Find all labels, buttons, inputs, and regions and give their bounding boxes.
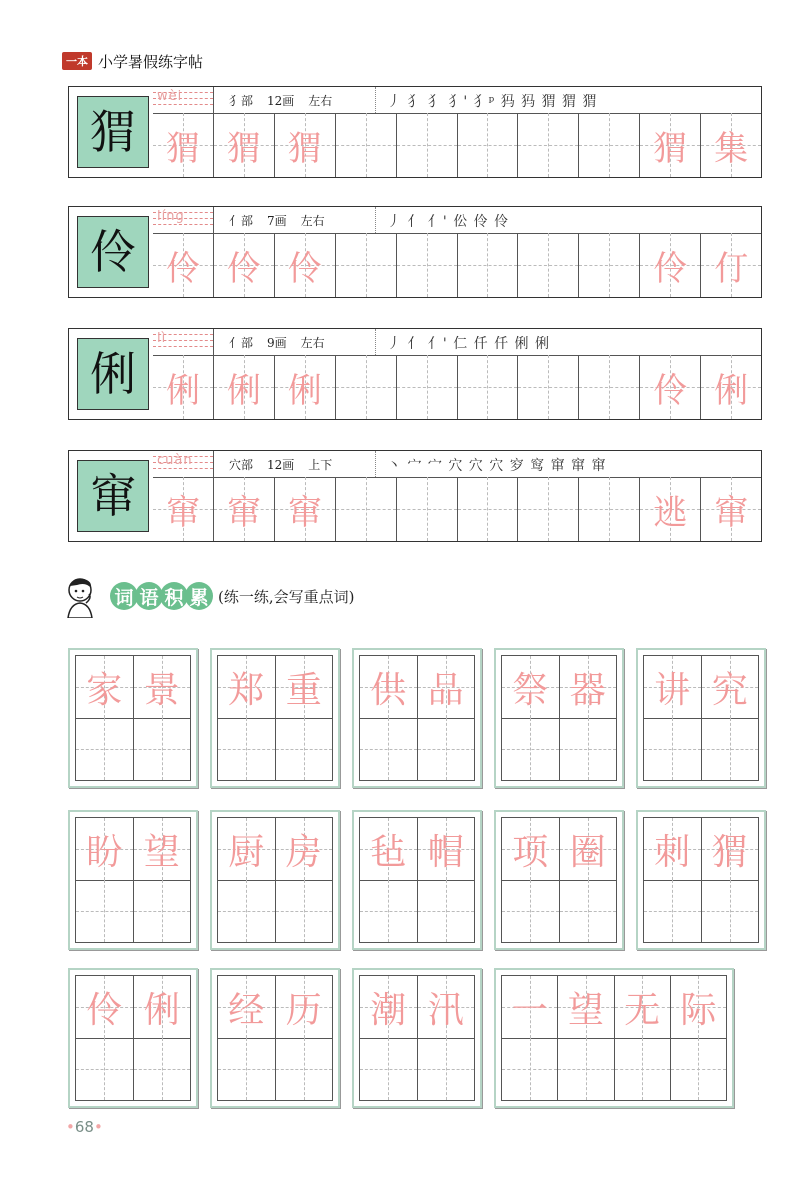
- practice-cell[interactable]: [336, 233, 397, 297]
- stroke-count: 9画: [267, 336, 287, 350]
- model-char-box: [77, 216, 149, 288]
- pinyin: líng: [157, 209, 185, 224]
- model-char: 猬: [90, 105, 136, 159]
- practice-cell[interactable]: [640, 113, 701, 177]
- vocab-char: 猬: [711, 831, 748, 873]
- practice-cell[interactable]: [458, 113, 519, 177]
- vocab-char: 一: [511, 989, 548, 1031]
- trace-char: 俐: [714, 370, 749, 411]
- trace-char: [518, 477, 578, 541]
- trace-char: [458, 233, 518, 297]
- vocab-char: 伶: [86, 989, 123, 1031]
- vocab-char: 毡: [370, 831, 407, 873]
- char-practice-row: [68, 328, 762, 420]
- trace-char: 伶: [165, 248, 200, 289]
- trace-char: 逃: [653, 492, 688, 533]
- practice-cell[interactable]: [275, 477, 336, 541]
- practice-cell[interactable]: [214, 355, 275, 419]
- practice-cell[interactable]: [397, 113, 458, 177]
- trace-char: 俐: [226, 370, 261, 411]
- vocab-char: 俐: [143, 989, 180, 1031]
- vocab-cell[interactable]: [218, 976, 276, 1100]
- trace-char: [458, 113, 518, 177]
- vocab-cell[interactable]: [560, 818, 617, 942]
- trace-char: 伶: [653, 248, 688, 289]
- vocab-title-char: 词: [110, 582, 138, 610]
- vocab-cell[interactable]: [702, 818, 759, 942]
- char-meta: [229, 456, 346, 473]
- practice-cell[interactable]: [336, 113, 397, 177]
- vocab-cell[interactable]: [671, 976, 726, 1100]
- pinyin: wèi: [157, 89, 183, 104]
- practice-cell[interactable]: [275, 233, 336, 297]
- model-char: 伶: [90, 225, 136, 279]
- trace-char: [579, 233, 639, 297]
- trace-char: [397, 477, 457, 541]
- stroke-count: 12画: [267, 458, 295, 472]
- model-char: 窜: [90, 469, 136, 523]
- vocab-cell[interactable]: [134, 976, 191, 1100]
- practice-cell[interactable]: [214, 477, 275, 541]
- book-title: 小学暑假练字帖: [98, 52, 204, 71]
- trace-char: [458, 477, 518, 541]
- trace-char: [579, 477, 639, 541]
- vocab-word-box: [494, 648, 624, 788]
- trace-char: 伶: [287, 248, 322, 289]
- practice-grid: [153, 113, 761, 177]
- vocab-cell[interactable]: [76, 818, 134, 942]
- practice-cell[interactable]: [214, 233, 275, 297]
- vocab-char: 项: [512, 831, 549, 873]
- practice-cell[interactable]: [518, 477, 579, 541]
- practice-cell[interactable]: [275, 355, 336, 419]
- vocab-title-char: 累: [185, 582, 213, 610]
- vocab-char: 品: [427, 669, 464, 711]
- vocab-word-box: [68, 810, 198, 950]
- vocab-cell[interactable]: [76, 656, 134, 780]
- practice-cell[interactable]: [701, 477, 761, 541]
- vocab-title: [110, 582, 210, 610]
- trace-char: [397, 233, 457, 297]
- page-header: [62, 50, 203, 72]
- vocab-char: 郑: [228, 669, 265, 711]
- practice-cell[interactable]: [397, 233, 458, 297]
- practice-grid: [153, 355, 761, 419]
- vocab-cell[interactable]: [502, 818, 560, 942]
- vocab-word-box: [636, 810, 766, 950]
- char-practice-row: [68, 86, 762, 178]
- practice-cell[interactable]: [701, 113, 761, 177]
- vocab-heading: [62, 574, 354, 618]
- char-meta: [229, 92, 346, 109]
- vocab-char: 厨: [228, 831, 265, 873]
- vocab-char: 刺: [654, 831, 691, 873]
- model-char-box: [77, 96, 149, 168]
- practice-cell[interactable]: [458, 477, 519, 541]
- trace-char: 窜: [226, 492, 261, 533]
- practice-cell[interactable]: [153, 477, 214, 541]
- vocab-word-box: [352, 648, 482, 788]
- char-info-strip: [153, 451, 761, 478]
- vocab-cell[interactable]: [276, 656, 333, 780]
- char-info-strip: [153, 207, 761, 234]
- vocab-cell[interactable]: [218, 656, 276, 780]
- structure: 左右: [308, 94, 333, 108]
- vocab-cell[interactable]: [644, 656, 702, 780]
- practice-cell[interactable]: [701, 355, 761, 419]
- vocab-title-char: 积: [160, 582, 188, 610]
- vocab-char: 重: [285, 669, 322, 711]
- trace-char: 窜: [714, 492, 749, 533]
- vocab-note: (练一练,会写重点词): [218, 587, 355, 606]
- vocab-cell[interactable]: [558, 976, 614, 1100]
- vocab-char: 祭: [512, 669, 549, 711]
- pinyin: cuàn: [157, 453, 193, 468]
- vocab-char: 帽: [427, 831, 464, 873]
- vocab-cell[interactable]: [502, 976, 558, 1100]
- practice-cell[interactable]: [640, 233, 701, 297]
- vocab-char: 际: [680, 989, 717, 1031]
- practice-cell[interactable]: [579, 477, 640, 541]
- trace-char: 俐: [165, 370, 200, 411]
- vocab-cell[interactable]: [360, 818, 418, 942]
- vocab-cell[interactable]: [76, 976, 134, 1100]
- pinyin: lì: [157, 331, 167, 346]
- vocab-cell[interactable]: [644, 818, 702, 942]
- vocab-cell[interactable]: [134, 656, 191, 780]
- vocab-char: 无: [624, 989, 661, 1031]
- practice-cell[interactable]: [275, 113, 336, 177]
- pinyin-cell: [153, 329, 214, 355]
- vocab-char: 供: [370, 669, 407, 711]
- trace-char: 窜: [165, 492, 200, 533]
- trace-char: 猬: [653, 128, 688, 169]
- vocab-char: 景: [143, 669, 180, 711]
- practice-cell[interactable]: [336, 477, 397, 541]
- vocab-cell[interactable]: [418, 976, 475, 1100]
- trace-char: 伶: [653, 370, 688, 411]
- vocab-char: 历: [285, 989, 322, 1031]
- trace-char: [336, 477, 396, 541]
- practice-cell[interactable]: [579, 113, 640, 177]
- practice-cell[interactable]: [153, 355, 214, 419]
- pinyin-cell: [153, 207, 214, 233]
- char-meta: [229, 334, 339, 351]
- practice-cell[interactable]: [579, 233, 640, 297]
- stroke-order: 丿 亻 亻' 伀 伶 伶: [387, 214, 510, 230]
- pinyin-cell: [153, 451, 214, 477]
- trace-char: [518, 113, 578, 177]
- vocab-char: 器: [569, 669, 606, 711]
- practice-cell[interactable]: [701, 233, 761, 297]
- vocab-char: 盼: [86, 831, 123, 873]
- vocab-word-box: [636, 648, 766, 788]
- trace-char: [579, 113, 639, 177]
- trace-char: [336, 233, 396, 297]
- char-info-strip: [153, 329, 761, 356]
- vocab-word-box: [210, 968, 340, 1108]
- vocab-cell[interactable]: [702, 656, 759, 780]
- vocab-cell[interactable]: [134, 818, 191, 942]
- char-practice-row: [68, 450, 762, 542]
- vocab-cell[interactable]: [418, 818, 475, 942]
- structure: 左右: [300, 214, 325, 228]
- radical: 犭部: [229, 94, 254, 108]
- trace-char: [518, 233, 578, 297]
- vocab-word-box: [210, 648, 340, 788]
- vocab-char: 汛: [427, 989, 464, 1031]
- vocab-char: 望: [567, 989, 604, 1031]
- vocab-cell[interactable]: [276, 818, 333, 942]
- radical: 亻部: [229, 214, 254, 228]
- vocab-char: 究: [711, 669, 748, 711]
- boy-thinking-icon: [62, 574, 108, 618]
- page-number-text: 68: [74, 1118, 94, 1136]
- vocab-char: 房: [285, 831, 322, 873]
- vocab-cell[interactable]: [615, 976, 671, 1100]
- radical: 穴部: [229, 458, 254, 472]
- stroke-order: 丿 犭 犭 犭' 犭ᵖ 犸 犸 猬 猬 猬: [387, 94, 598, 110]
- trace-char: 俐: [287, 370, 322, 411]
- model-char-box: [77, 460, 149, 532]
- trace-char: 猬: [226, 128, 261, 169]
- radical: 亻部: [229, 336, 254, 350]
- trace-char: 仃: [714, 248, 749, 289]
- trace-char: [458, 355, 518, 419]
- model-char: 俐: [90, 347, 136, 401]
- page-number: •68•: [66, 1118, 103, 1136]
- stroke-order: 丶 宀 宀 穴 穴 穴 穸 窎 窜 窜 窜: [387, 458, 607, 474]
- structure: 上下: [308, 458, 333, 472]
- vocab-word-box: [68, 968, 198, 1108]
- vocab-word-box: [352, 968, 482, 1108]
- vocab-word-box: [352, 810, 482, 950]
- vocab-word-box: [494, 968, 734, 1108]
- practice-cell[interactable]: [518, 233, 579, 297]
- vocab-char: 讲: [654, 669, 691, 711]
- vocab-cell[interactable]: [218, 818, 276, 942]
- trace-char: 猬: [165, 128, 200, 169]
- stroke-order: 丿 亻 亻' 仁 仟 仟 俐 俐: [387, 336, 550, 352]
- trace-char: 窜: [287, 492, 322, 533]
- trace-char: 猬: [287, 128, 322, 169]
- vocab-char: 经: [228, 989, 265, 1031]
- brand-badge: 一本: [62, 52, 92, 70]
- stroke-count: 7画: [267, 214, 287, 228]
- vocab-cell[interactable]: [502, 656, 560, 780]
- practice-cell[interactable]: [640, 355, 701, 419]
- practice-cell[interactable]: [579, 355, 640, 419]
- practice-cell[interactable]: [518, 355, 579, 419]
- trace-char: [397, 113, 457, 177]
- vocab-cell[interactable]: [276, 976, 333, 1100]
- practice-grid: [153, 233, 761, 297]
- vocab-cell[interactable]: [360, 656, 418, 780]
- practice-cell[interactable]: [397, 477, 458, 541]
- trace-char: [336, 355, 396, 419]
- vocab-title-char: 语: [135, 582, 163, 610]
- trace-char: [397, 355, 457, 419]
- practice-cell[interactable]: [458, 355, 519, 419]
- practice-cell[interactable]: [214, 113, 275, 177]
- vocab-char: 潮: [370, 989, 407, 1031]
- practice-cell[interactable]: [458, 233, 519, 297]
- trace-char: 集: [714, 128, 749, 169]
- trace-char: [518, 355, 578, 419]
- vocab-char: 圈: [569, 831, 606, 873]
- vocab-word-box: [494, 810, 624, 950]
- vocab-cell[interactable]: [418, 656, 475, 780]
- practice-cell[interactable]: [153, 113, 214, 177]
- structure: 左右: [300, 336, 325, 350]
- vocab-char: 望: [143, 831, 180, 873]
- practice-grid: [153, 477, 761, 541]
- char-practice-row: [68, 206, 762, 298]
- practice-cell[interactable]: [336, 355, 397, 419]
- stroke-count: 12画: [267, 94, 295, 108]
- trace-char: [579, 355, 639, 419]
- vocab-cell[interactable]: [560, 656, 617, 780]
- vocab-word-box: [210, 810, 340, 950]
- practice-cell[interactable]: [397, 355, 458, 419]
- trace-char: [336, 113, 396, 177]
- trace-char: 伶: [226, 248, 261, 289]
- char-meta: [229, 212, 339, 229]
- vocab-word-box: [68, 648, 198, 788]
- pinyin-cell: [153, 87, 214, 113]
- practice-cell[interactable]: [153, 233, 214, 297]
- char-info-strip: [153, 87, 761, 114]
- vocab-cell[interactable]: [360, 976, 418, 1100]
- practice-cell[interactable]: [640, 477, 701, 541]
- vocab-char: 家: [86, 669, 123, 711]
- practice-cell[interactable]: [518, 113, 579, 177]
- model-char-box: [77, 338, 149, 410]
